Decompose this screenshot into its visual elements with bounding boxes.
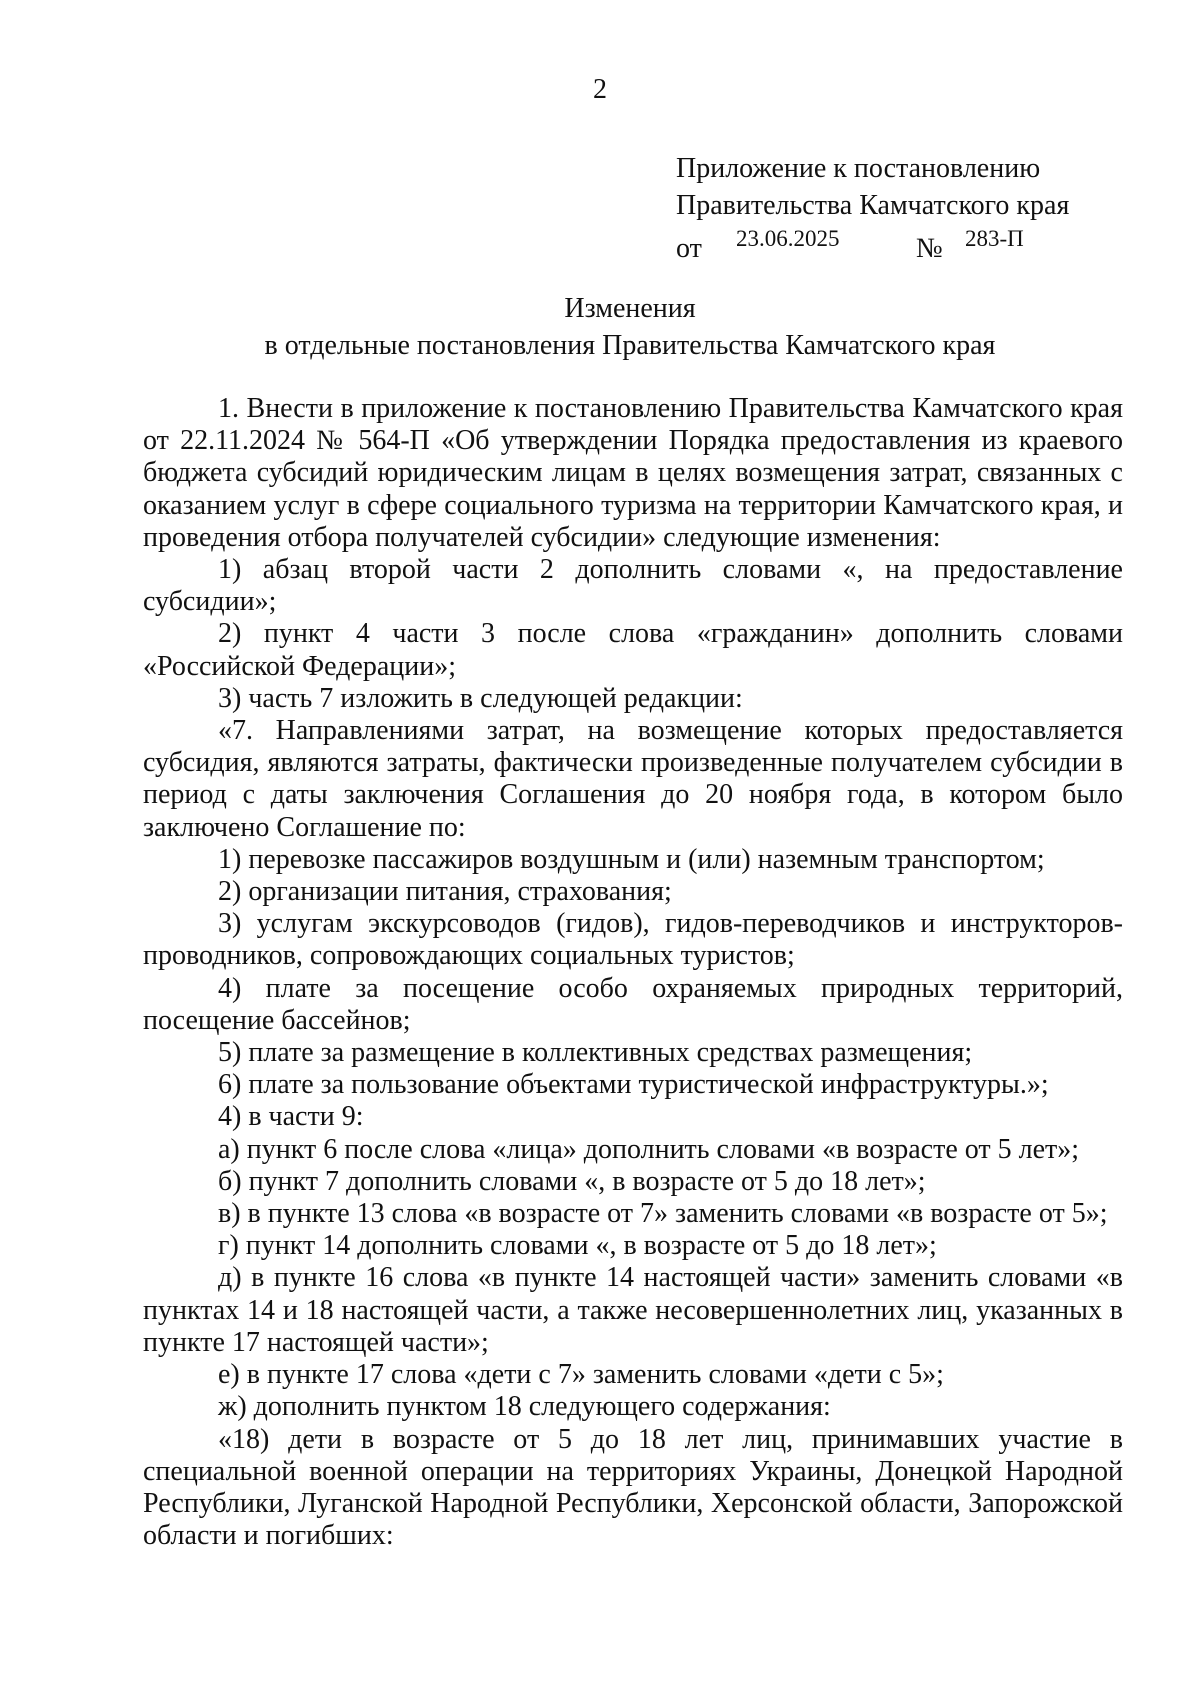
paragraph: «7. Направлениями затрат, на возмещение которых предоставляется субсидия, являются затраты, фактически произведенные получателем субсидии в период с даты заключения Соглашения до 20 ноября года, в котором было заключено Соглашение по: <box>143 715 1123 843</box>
document-title <box>0 290 1200 364</box>
paragraph: 1. Внести в приложение к постановлению Правительства Камчатского края от 22.11.2024 № 564-П «Об утверждении Порядка предоставления из краевого бюджета субсидий юридическим лицам в целях возмещения затрат, связанных с оказанием услуг в сфере социального туризма на территории Камчатского края, и проведения отбора получателей субсидии» следующие изменения: <box>143 393 1123 553</box>
appendix-line-2: Правительства Камчатского края <box>676 190 1070 221</box>
paragraph: б) пункт 7 дополнить словами «, в возрасте от 5 до 18 лет»; <box>218 1165 926 1197</box>
paragraph: 3) часть 7 изложить в следующей редакции: <box>218 682 743 714</box>
paragraph: г) пункт 14 дополнить словами «, в возрасте от 5 до 18 лет»; <box>218 1230 937 1262</box>
paragraph: 1) абзац второй части 2 дополнить словами «, на предоставление субсидии»; <box>143 554 1123 618</box>
paragraph: 4) в части 9: <box>218 1101 364 1133</box>
from-label: от <box>676 233 702 264</box>
paragraph: е) в пункте 17 слова «дети с 7» заменить словами «дети с 5»; <box>218 1359 944 1391</box>
paragraph: в) в пункте 13 слова «в возрасте от 7» заменить словами «в возрасте от 5»; <box>218 1198 1108 1230</box>
paragraph: 3) услугам экскурсоводов (гидов), гидов-переводчиков и инструкторов-проводников, сопровождающих социальных туристов; <box>143 908 1123 972</box>
paragraph: д) в пункте 16 слова «в пункте 14 настоящей части» заменить словами «в пунктах 14 и 18 настоящей части, а также несовершеннолетних лиц, указанных в пункте 17 настоящей части»; <box>143 1262 1123 1358</box>
number-label: № <box>916 233 943 264</box>
paragraph: 5) плате за размещение в коллективных средствах размещения; <box>218 1037 973 1069</box>
appendix-block <box>676 150 1070 264</box>
resolution-number: 283-П <box>965 226 1024 251</box>
paragraph: 2) организации питания, страхования; <box>218 876 672 908</box>
title-subheading: в отдельные постановления Правительства Камчатского края <box>264 330 996 361</box>
paragraph: «18) дети в возрасте от 5 до 18 лет лиц, принимавших участие в специальной военной операции на территориях Украины, Донецкой Народной Республики, Луганской Народной Республики, Херсонской области, Запорожской области и погибших: <box>143 1423 1123 1552</box>
document-body <box>143 393 1123 1552</box>
paragraph: 4) плате за посещение особо охраняемых природных территорий, посещение бассейнов; <box>143 972 1123 1036</box>
appendix-date-number-line <box>676 224 1069 264</box>
paragraph: 6) плате за пользование объектами туристической инфраструктуры.»; <box>218 1069 1049 1101</box>
paragraph: 1) перевозке пассажиров воздушным и (или) наземным транспортом; <box>218 843 1045 875</box>
resolution-date: 23.06.2025 <box>736 226 840 251</box>
paragraph: ж) дополнить пунктом 18 следующего содержания: <box>218 1391 831 1423</box>
paragraph: а) пункт 6 после слова «лица» дополнить словами «в возрасте от 5 лет»; <box>218 1133 1080 1165</box>
page-number: 2 <box>593 74 607 105</box>
title-heading: Изменения <box>564 293 696 324</box>
appendix-line-1: Приложение к постановлению <box>676 153 1041 184</box>
paragraph: 2) пункт 4 части 3 после слова «гражданин» дополнить словами «Российской Федерации»; <box>143 618 1123 682</box>
